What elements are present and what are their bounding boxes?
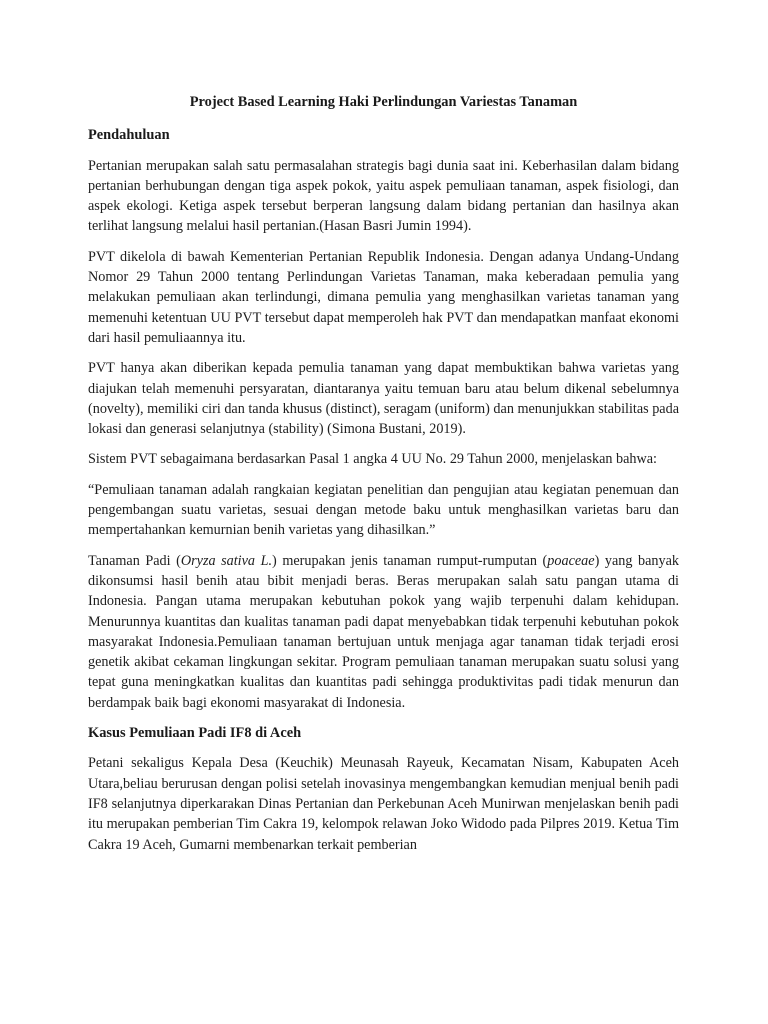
rice-text-part1: Tanaman Padi ( xyxy=(88,552,181,569)
document-title: Project Based Learning Haki Perlindungan Variestas Tanaman xyxy=(189,94,578,110)
paragraph-rice-plant xyxy=(88,551,679,713)
paragraph-case-aceh: Petani sekaligus Kepala Desa (Keuchik) Meunasah Rayeuk, Kecamatan Nisam, Kabupaten Aceh Utara,beliau berurusan dengan polisi setelah inovasinya mengembangkan kemudian menjual benih padi IF8 selanjutnya diperkarakan Dinas Pertanian dan Perkebunan Aceh Munirwan menjelaskan benih padi itu merupakan pemberian Tim Cakra 19, kelompok relawan Joko Widodo pada Pilpres 2019. Ketua Tim Cakra 19 Aceh, Gumarni membenarkan terkait pemberian xyxy=(88,755,679,853)
rice-text-part2: ) merupakan jenis tanaman rumput-rumputan ( xyxy=(272,552,548,569)
section-heading-pendahuluan: Pendahuluan xyxy=(88,127,170,144)
rice-text-part3: ) yang banyak dikonsumsi hasil benih atau bibit menjadi beras. Beras merupakan salah satu pangan utama di Indonesia. Pangan utama merupakan kebutuhan pokok yang wajib terpenuhi dalam kehidupan. Menurunnya kuantitas dan kualitas tanaman padi dapat menyebabkan tidak terpenuhi kebutuhan pokok masyarakat Indonesia.Pemuliaan tanaman bertujuan untuk menjaga agar tanaman tidak terjadi erosi genetik akibat cekaman lingkungan sekitar. Program pemuliaan tanaman merupakan suatu solusi yang tepat guna meningkatkan kualitas dan kuantitas padi sehingga produktivitas padi tidak menurun dan berdampak baik bagi ekonomi masyarakat di Indonesia. xyxy=(88,552,679,711)
paragraph-pvt-system: Sistem PVT sebagaimana berdasarkan Pasal 1 angka 4 UU No. 29 Tahun 2000, menjelaskan bahwa: xyxy=(88,451,658,468)
paragraph-intro: Pertanian merupakan salah satu permasalahan strategis bagi dunia saat ini. Keberhasilan dalam bidang pertanian berhubungan dengan tiga aspek pokok, yaitu aspek pemuliaan tanaman, aspek fisiologi, dan aspek ekologi. Ketiga aspek tersebut berperan langsung dalam bidang pertanian dan hasilnya akan terlihat langsung melalui hasil pertanian.(Hasan Basri Jumin 1994). xyxy=(88,157,679,235)
document-page xyxy=(88,92,679,865)
rice-scientific-name: Oryza sativa L. xyxy=(180,552,273,569)
paragraph-quote-definition: “Pemuliaan tanaman adalah rangkaian kegiatan penelitian dan pengujian atau kegiatan penemuan dan pengembangan suatu varietas, sesuai dengan metode baku untuk menghasilkan varietas baru dan mempertahankan kemurnian benih varietas yang dihasilkan.” xyxy=(88,481,679,539)
section-heading-kasus: Kasus Pemuliaan Padi IF8 di Aceh xyxy=(88,725,302,742)
paragraph-pvt-management: PVT dikelola di bawah Kementerian Pertanian Republik Indonesia. Dengan adanya Undang-Undang Nomor 29 Tahun 2000 tentang Perlindungan Varietas Tanaman, maka keberadaan pemulia yang melakukan pemuliaan akan terlindungi, dimana pemulia yang menghasilkan varietas tanaman yang memenuhi ketentuan UU PVT tersebut dapat memperoleh hak PVT dan mendapatkan manfaat ekonomi dari hasil pemuliaannya itu. xyxy=(88,248,679,346)
rice-family-name: poaceae xyxy=(547,552,595,569)
paragraph-pvt-requirements: PVT hanya akan diberikan kepada pemulia tanaman yang dapat membuktikan bahwa varietas yang diajukan telah memenuhi persyaratan, diantaranya yaitu temuan baru atau belum dikenal sebelumnya (novelty), memiliki ciri dan tanda khusus (distinct), seragam (uniform) dan menunjukkan stabilitas pada lokasi dan generasi selanjutnya (stability) (Simona Bustani, 2019). xyxy=(88,360,679,438)
